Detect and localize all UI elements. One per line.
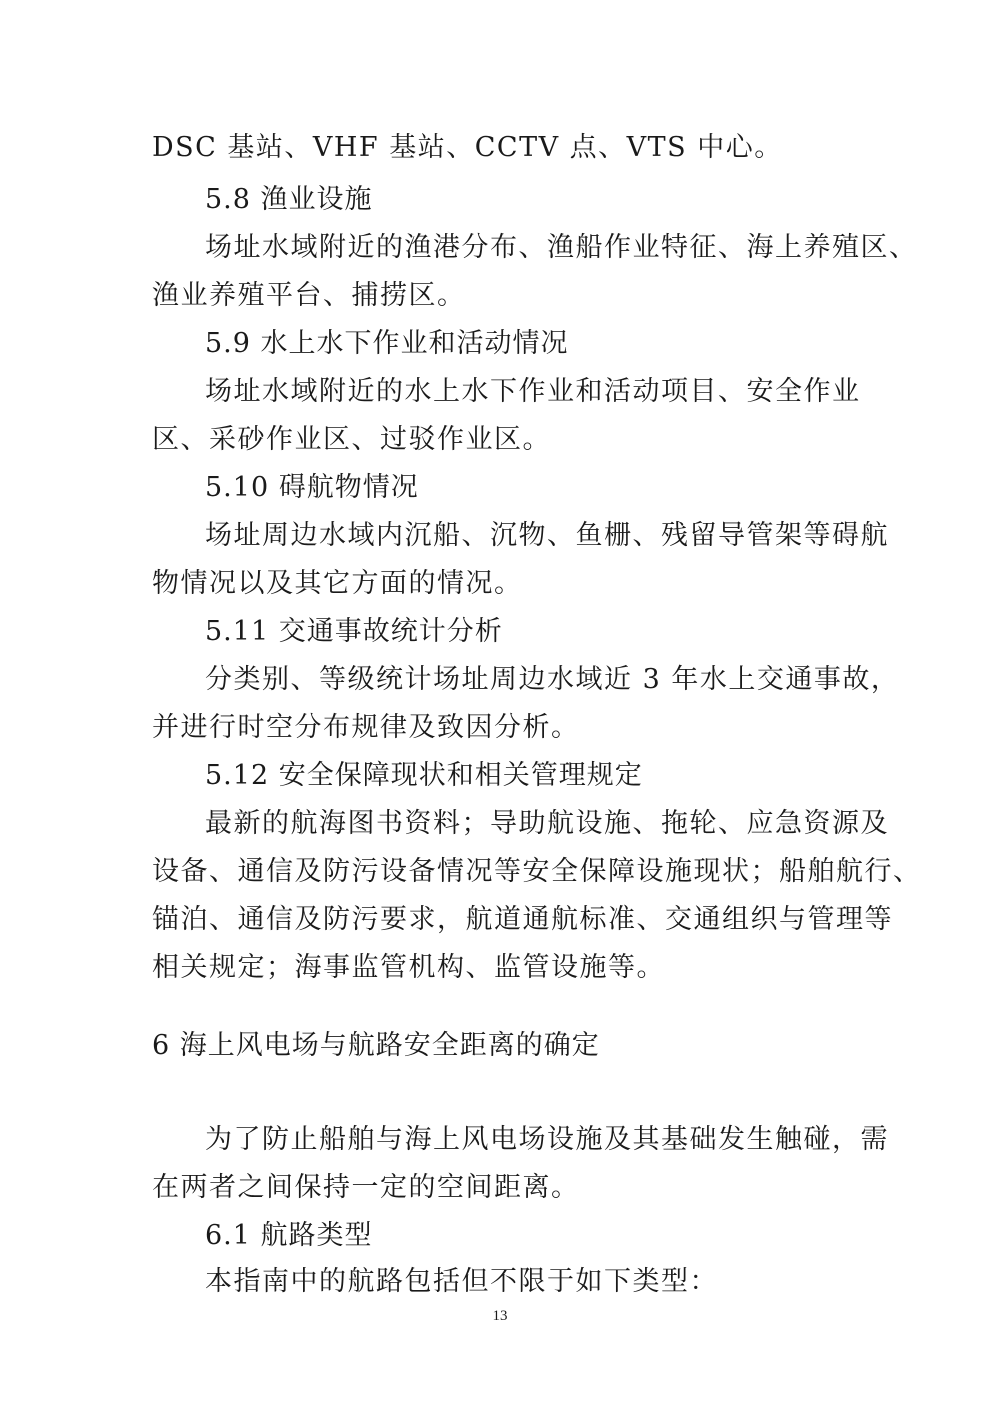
paragraph-line: DSC 基站、VHF 基站、CCTV 点、VTS 中心。 xyxy=(152,132,783,163)
paragraph-line: 为了防止船舶与海上风电场设施及其基础发生触碰，需 xyxy=(205,1124,889,1155)
paragraph-line: 相关规定；海事监管机构、监管设施等。 xyxy=(152,952,665,983)
section-heading-5-11: 5.11 交通事故统计分析 xyxy=(205,616,503,647)
page-number: 13 xyxy=(492,1308,508,1324)
paragraph-line: 区、采砂作业区、过驳作业区。 xyxy=(152,424,551,455)
section-heading-5-10: 5.10 碍航物情况 xyxy=(205,472,419,503)
paragraph-line: 设备、通信及防污设备情况等安全保障设施现状；船舶航行、 xyxy=(152,856,922,887)
paragraph-line: 物情况以及其它方面的情况。 xyxy=(152,568,523,599)
paragraph-line: 场址水域附近的渔港分布、渔船作业特征、海上养殖区、 xyxy=(205,232,918,263)
paragraph-line: 并进行时空分布规律及致因分析。 xyxy=(152,712,580,743)
section-heading-5-12: 5.12 安全保障现状和相关管理规定 xyxy=(205,760,643,791)
paragraph-line: 本指南中的航路包括但不限于如下类型： xyxy=(205,1266,718,1297)
section-heading-6-1: 6.1 航路类型 xyxy=(205,1220,373,1251)
section-heading-5-8: 5.8 渔业设施 xyxy=(205,184,373,215)
paragraph-line: 分类别、等级统计场址周边水域近 3 年水上交通事故， xyxy=(205,664,900,695)
paragraph-line: 场址周边水域内沉船、沉物、鱼栅、残留导管架等碍航 xyxy=(205,520,889,551)
paragraph-line: 场址水域附近的水上水下作业和活动项目、安全作业 xyxy=(205,376,861,407)
paragraph-line: 在两者之间保持一定的空间距离。 xyxy=(152,1172,580,1203)
section-heading-5-9: 5.9 水上水下作业和活动情况 xyxy=(205,328,569,359)
paragraph-line: 渔业养殖平台、捕捞区。 xyxy=(152,280,466,311)
chapter-heading-6: 6 海上风电场与航路安全距离的确定 xyxy=(152,1030,600,1061)
paragraph-line: 锚泊、通信及防污要求，航道通航标准、交通组织与管理等 xyxy=(152,904,893,935)
paragraph-line: 最新的航海图书资料；导助航设施、拖轮、应急资源及 xyxy=(205,808,889,839)
